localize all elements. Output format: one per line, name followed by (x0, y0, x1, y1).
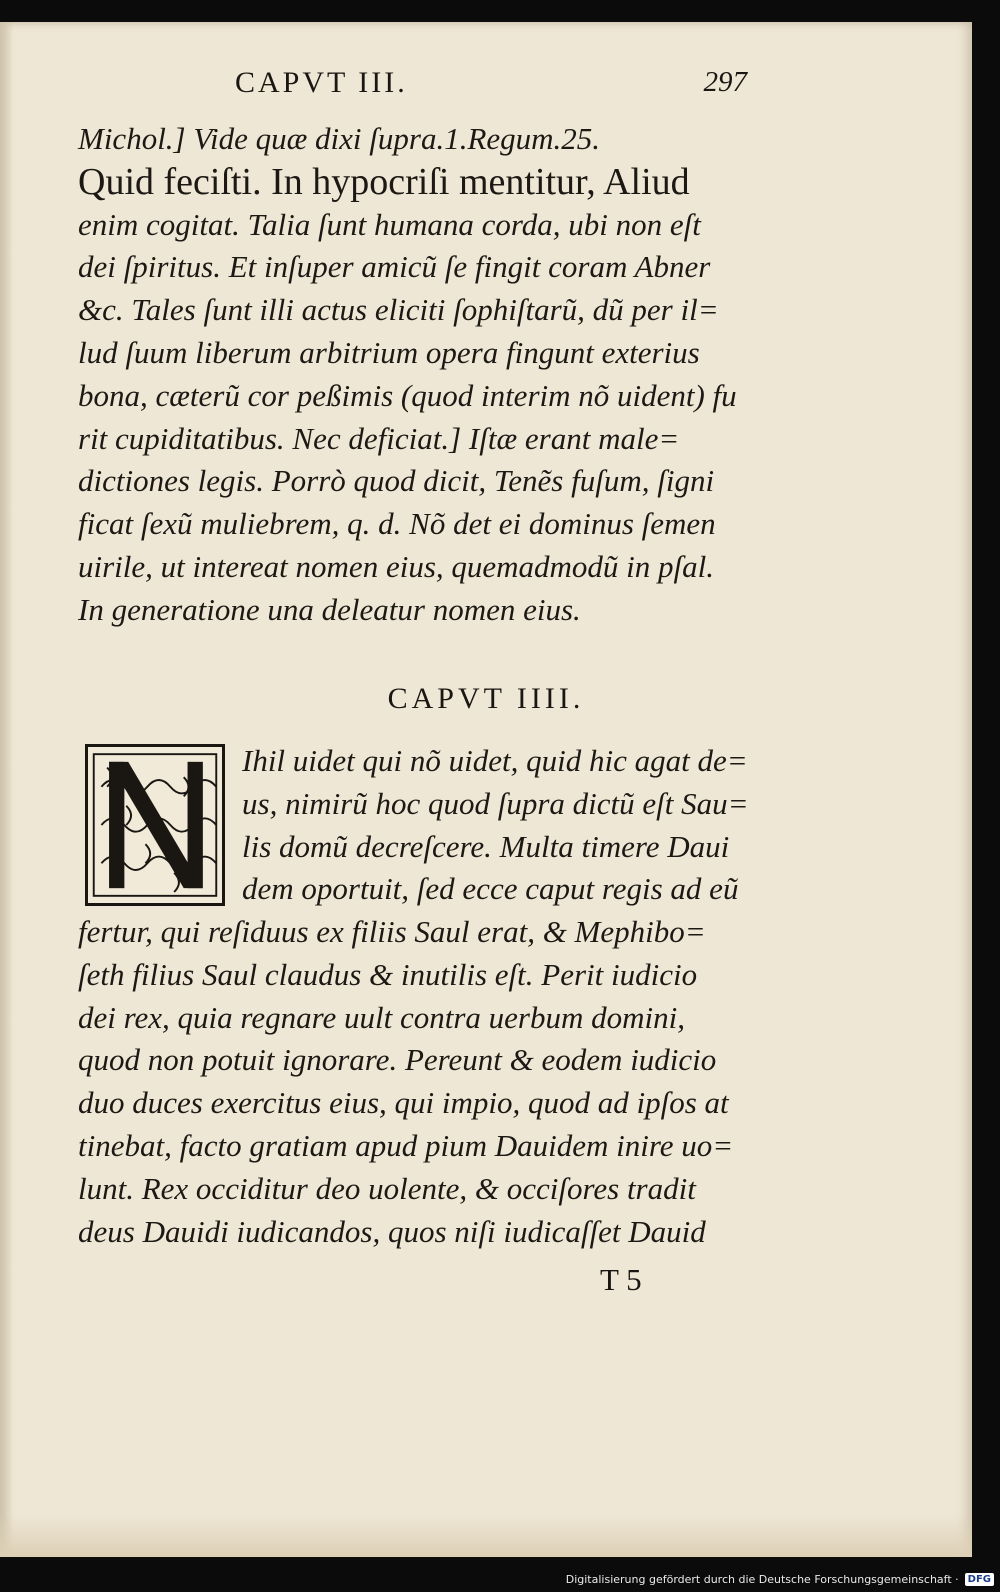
text-line: lunt. Rex occiditur deo uolente, & occiſores tradit (78, 1170, 696, 1206)
chapter-body-block (78, 911, 768, 1253)
text-line: dei ſpiritus. Et inſuper amicũ ſe fingit coram Abner (78, 249, 711, 285)
page-header (235, 66, 765, 106)
text-line: quod non potuit ignorare. Pereunt & eodem iudicio (78, 1042, 717, 1078)
page-number: 297 (703, 66, 747, 98)
decorated-initial-letter (85, 744, 225, 906)
text-line: Quid feciſti. In hypocriſi mentitur, Aliud (78, 160, 690, 203)
text-line: fertur, qui reſiduus ex filiis Saul erat, & Mephibo= (78, 914, 706, 949)
text-line: rit cupiditatibus. Nec deficiat.] Iſtæ erant male= (78, 420, 680, 456)
text-line: In generatione una deleatur nomen eius. (78, 591, 581, 627)
dfg-logo-icon: DFG (965, 1573, 994, 1586)
signature-mark: T 5 (600, 1262, 642, 1297)
text-line: ficat ſexũ muliebrem, q. d. Nõ det ei dominus ſemen (78, 506, 716, 542)
text-line: us, nimirũ hoc quod ſupra dictũ eſt Sau= (242, 785, 749, 821)
text-line: Michol.] Vide quæ dixi ſupra.1.Regum.25. (78, 121, 601, 156)
text-line: lis domũ decreſcere. Multa timere Daui (242, 828, 730, 864)
book-page (0, 22, 972, 1557)
digitization-footer (566, 1569, 994, 1589)
text-line: tinebat, facto gratiam apud pium Dauidem inire uo= (78, 1127, 734, 1163)
text-line: dei rex, quia regnare uult contra uerbum domini, (78, 999, 685, 1035)
text-line: deus Dauidi iudicandos, quos niſi iudicaſſet Dauid (78, 1213, 706, 1249)
text-line: lud ſuum liberum arbitrium opera fingunt exterius (78, 334, 700, 370)
chapter-opening-block (242, 740, 762, 911)
chapter-title: CAPVT IIII. (387, 682, 585, 715)
decorated-initial-n-icon (88, 747, 222, 903)
running-title: CAPVT III. (235, 66, 408, 99)
text-line: uirile, ut intereat nomen eius, quemadmodũ in pſal. (78, 548, 714, 584)
text-line: Ihil uidet qui nõ uidet, quid hic agat de= (242, 743, 748, 778)
text-line: enim cogitat. Talia ſunt humana corda, ubi non eſt (78, 206, 701, 242)
text-line: &c. Tales ſunt illi actus eliciti ſophiſtarũ, dũ per il= (78, 292, 719, 328)
text-line: bona, cæterũ cor peßimis (quod interim nõ uident) fu (78, 377, 737, 413)
text-line: dem oportuit, ſed ecce caput regis ad eũ (242, 871, 739, 907)
footer-credit: Digitalisierung gefördert durch die Deutsche Forschungsgemeinschaft · (565, 1572, 959, 1586)
text-line: duo duces exercitus eius, qui impio, quod ad ipſos at (78, 1085, 729, 1121)
text-line: dictiones legis. Porrò quod dicit, Tenẽs fuſum, ſigni (78, 463, 715, 499)
text-line: ſeth filius Saul claudus & inutilis eſt. Perit iudicio (78, 956, 698, 992)
commentary-block (78, 118, 768, 632)
